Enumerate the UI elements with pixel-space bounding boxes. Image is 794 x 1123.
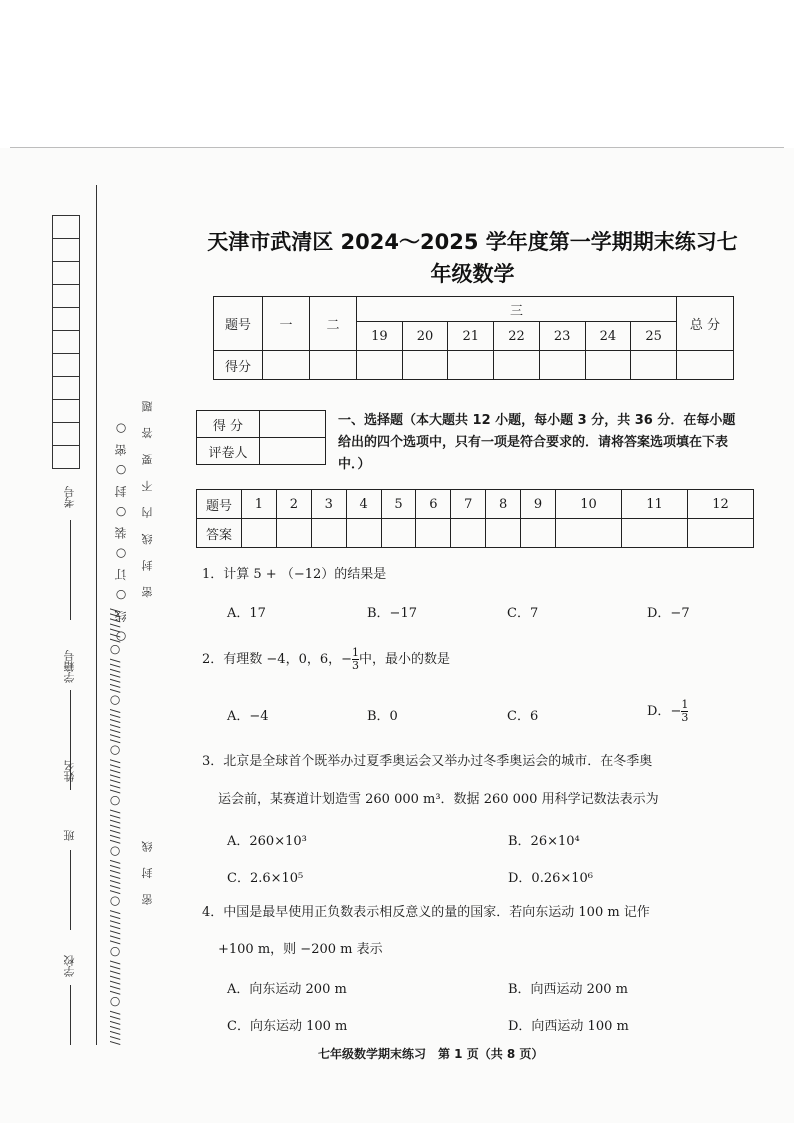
question-1-option-a: A．17 bbox=[227, 606, 266, 621]
answer-cell[interactable] bbox=[621, 519, 687, 548]
answer-cell[interactable] bbox=[276, 519, 311, 548]
question-1-option-b: B．−17 bbox=[367, 606, 417, 621]
score-total: 总 分 bbox=[677, 297, 734, 351]
score-cell bbox=[357, 351, 403, 380]
option-d-fraction bbox=[681, 699, 688, 724]
label-school: 学校 bbox=[63, 955, 76, 977]
label-class: 班 bbox=[63, 830, 76, 841]
score-sub-25: 25 bbox=[631, 322, 677, 351]
answer-num: 5 bbox=[381, 490, 416, 519]
label-exam-no: 考号 bbox=[63, 486, 76, 508]
score-sub-22: 22 bbox=[494, 322, 540, 351]
question-2-option-b: B．0 bbox=[367, 709, 398, 724]
exam-no-blank bbox=[70, 520, 71, 620]
question-4-line-1: 4．中国是最早使用正负数表示相反意义的量的国家．若向东运动 100 m 记作 bbox=[202, 905, 650, 920]
score-sub-19: 19 bbox=[357, 322, 403, 351]
answer-cell[interactable] bbox=[556, 519, 622, 548]
question-2-stem-post: 中，最小的数是 bbox=[359, 652, 451, 667]
question-2-stem bbox=[202, 645, 450, 675]
option-d-label: D． bbox=[647, 704, 671, 719]
score-cell bbox=[402, 351, 448, 380]
score-sub-24: 24 bbox=[585, 322, 631, 351]
score-col-2: 二 bbox=[310, 297, 357, 351]
section-1-instructions: 一、选择题（本大题共 12 小题，每小题 3 分，共 36 分．在每小题给出的四个选项中，只有一项是符合要求的．请将答案选项填在下表中．） bbox=[338, 413, 736, 472]
answer-cell[interactable] bbox=[381, 519, 416, 548]
score-cell bbox=[494, 351, 540, 380]
score-col-1: 一 bbox=[263, 297, 310, 351]
score-cell bbox=[631, 351, 677, 380]
answer-num: 1 bbox=[242, 490, 277, 519]
score-table bbox=[213, 296, 734, 380]
answer-cell[interactable] bbox=[521, 519, 556, 548]
score-col-3: 三 bbox=[357, 297, 677, 322]
answer-table bbox=[196, 489, 754, 548]
question-3-line-2: 运会前，某赛道计划造雪 260 000 m³．数据 260 000 用科学记数法表示为 bbox=[218, 792, 659, 807]
answer-num: 3 bbox=[311, 490, 346, 519]
question-4-option-a: A．向东运动 200 m bbox=[227, 982, 347, 997]
question-1-option-d: D．−7 bbox=[647, 606, 690, 621]
binding-line-outer bbox=[96, 185, 97, 1045]
score-sub-20: 20 bbox=[402, 322, 448, 351]
answer-num: 6 bbox=[416, 490, 451, 519]
question-2-stem-pre: 2．有理数 −4，0，6， bbox=[202, 652, 342, 667]
question-3-option-a: A．260×10³ bbox=[227, 834, 307, 849]
grade-score-label: 得 分 bbox=[197, 411, 260, 438]
grade-box bbox=[196, 410, 326, 465]
question-2-fraction bbox=[352, 647, 359, 672]
answer-num: 9 bbox=[521, 490, 556, 519]
answer-num: 4 bbox=[346, 490, 381, 519]
option-d-sign: − bbox=[670, 704, 682, 719]
score-cell bbox=[448, 351, 494, 380]
grade-score-cell bbox=[260, 411, 326, 438]
page-footer: 七年级数学期末练习 第 1 页（共 8 页） bbox=[318, 1047, 544, 1061]
fraction-denominator: 3 bbox=[681, 711, 689, 724]
question-2-option-c: C．6 bbox=[507, 709, 539, 724]
question-4-option-c: C．向东运动 100 m bbox=[227, 1019, 348, 1034]
binding-seal-marks: ○ 线 ○ 订 ○ 装 ○ 封 ○ 密 ○ bbox=[114, 420, 128, 645]
answer-cell[interactable] bbox=[416, 519, 451, 548]
answer-num: 8 bbox=[486, 490, 521, 519]
score-cell bbox=[263, 351, 310, 380]
answer-num: 2 bbox=[276, 490, 311, 519]
binding-warning-text: 密 封 线 内 不 要 答 题 bbox=[141, 395, 154, 598]
question-2-frac-sign: − bbox=[341, 652, 353, 667]
grader-label: 评卷人 bbox=[197, 438, 260, 465]
score-header-label: 题号 bbox=[214, 297, 263, 351]
score-sub-23: 23 bbox=[539, 322, 585, 351]
fraction-numerator: 1 bbox=[681, 698, 689, 711]
score-cell bbox=[539, 351, 585, 380]
fraction-denominator: 3 bbox=[352, 659, 360, 672]
binding-seal-bottom: 密 封 线 bbox=[141, 835, 154, 905]
label-student-no: 学籍号 bbox=[63, 650, 76, 683]
class-blank bbox=[70, 850, 71, 930]
question-4-option-d: D．向西运动 100 m bbox=[508, 1019, 629, 1034]
question-4-option-b: B．向西运动 200 m bbox=[508, 982, 628, 997]
answer-num: 7 bbox=[451, 490, 486, 519]
label-name: 姓名 bbox=[63, 760, 76, 782]
score-row-label: 得分 bbox=[214, 351, 263, 380]
question-3-option-d: D．0.26×10⁶ bbox=[508, 871, 594, 886]
score-cell bbox=[310, 351, 357, 380]
question-1-stem: 1．计算 5 + （−12）的结果是 bbox=[202, 567, 387, 582]
answer-cell[interactable] bbox=[486, 519, 521, 548]
binding-slash-line: ///////○///////○///////○///////○///////○///////○///////○///////○/////// bbox=[108, 607, 122, 1045]
exam-title: 天津市武清区 2024～2025 学年度第一学期期末练习七年级数学 bbox=[207, 230, 738, 286]
answer-cell[interactable] bbox=[242, 519, 277, 548]
question-2-option-a: A．−4 bbox=[227, 709, 269, 724]
question-1-option-c: C．7 bbox=[507, 606, 539, 621]
question-3-line-1: 3．北京是全球首个既举办过夏季奥运会又举办过冬季奥运会的城市．在冬季奥 bbox=[202, 754, 653, 769]
answer-num: 11 bbox=[621, 490, 687, 519]
question-4-line-2: +100 m，则 −200 m 表示 bbox=[218, 942, 383, 957]
school-blank bbox=[70, 985, 71, 1045]
answer-cell[interactable] bbox=[687, 519, 753, 548]
question-3-option-b: B．26×10⁴ bbox=[508, 834, 580, 849]
answer-cell[interactable] bbox=[311, 519, 346, 548]
answer-cell[interactable] bbox=[451, 519, 486, 548]
answer-header-label: 题号 bbox=[197, 490, 242, 519]
answer-num: 12 bbox=[687, 490, 753, 519]
fraction-numerator: 1 bbox=[352, 646, 360, 659]
grader-cell bbox=[260, 438, 326, 465]
answer-row-label: 答案 bbox=[197, 519, 242, 548]
score-sub-21: 21 bbox=[448, 322, 494, 351]
score-cell bbox=[677, 351, 734, 380]
answer-cell[interactable] bbox=[346, 519, 381, 548]
answer-num: 10 bbox=[556, 490, 622, 519]
score-cell bbox=[585, 351, 631, 380]
exam-number-boxes bbox=[52, 215, 80, 469]
question-3-option-c: C．2.6×10⁵ bbox=[227, 871, 304, 886]
question-2-option-d bbox=[647, 697, 688, 727]
